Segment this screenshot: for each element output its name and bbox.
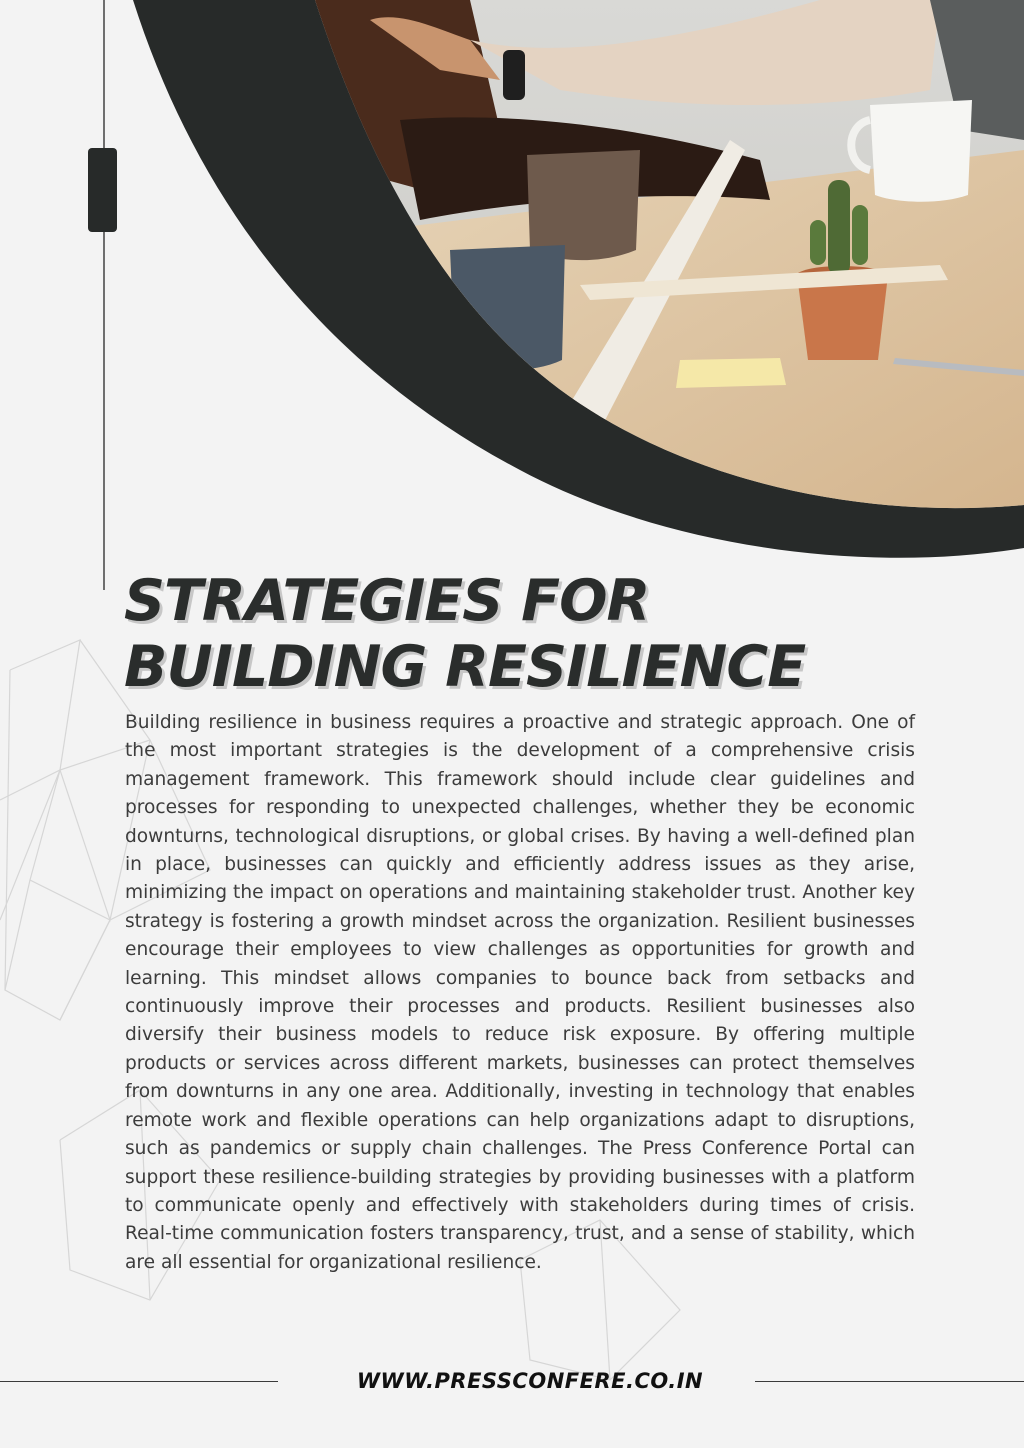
footer-website-link[interactable]: WWW.PRESSCONFERE.CO.IN — [356, 1369, 704, 1393]
title-line-2: BUILDING RESILIENCE — [124, 634, 806, 700]
vertical-bar-decoration — [88, 148, 117, 232]
meeting-photo-illustration — [0, 0, 1024, 570]
vertical-line-decoration — [103, 0, 105, 590]
page-title — [124, 568, 944, 700]
title-line-1: STRATEGIES FOR — [124, 568, 650, 634]
footer-divider-left — [0, 1381, 278, 1382]
article-body: Building resilience in business requires a proactive and strategic approach. One of the most important strategies is the development of a comprehensive crisis management framework. This framework should include clear guidelines and processes for responding to unexpected challenges, whether they be economic downturns, technological disruptions, or global crises. By having a well-defined plan in place, businesses can quickly and efficiently address issues as they arise, minimizing the impact on operations and maintaining stakeholder trust. Another key strategy is fostering a growth mindset across the organization. Resilient businesses encourage their employees to view challenges as opportunities for growth and learning. This mindset allows companies to bounce back from setbacks and continuously improve their processes and products. Resilient businesses also diversify their business models to reduce risk exposure. By offering multiple products or services across different markets, businesses can protect themselves from downturns in any one area. Additionally, investing in technology that enables remote work and flexible operations can help organizations adapt to disruptions, such as pandemics or supply chain challenges. The Press Conference Portal can support these resilience-building strategies by providing businesses with a platform to communicate openly and effectively with stakeholders during times of crisis. Real-time communication fosters transparency, trust, and a sense of stability, which are all essential for organizational resilience. — [125, 712, 915, 1273]
footer-divider-right — [755, 1381, 1024, 1382]
hero-image-arc — [0, 0, 1024, 570]
